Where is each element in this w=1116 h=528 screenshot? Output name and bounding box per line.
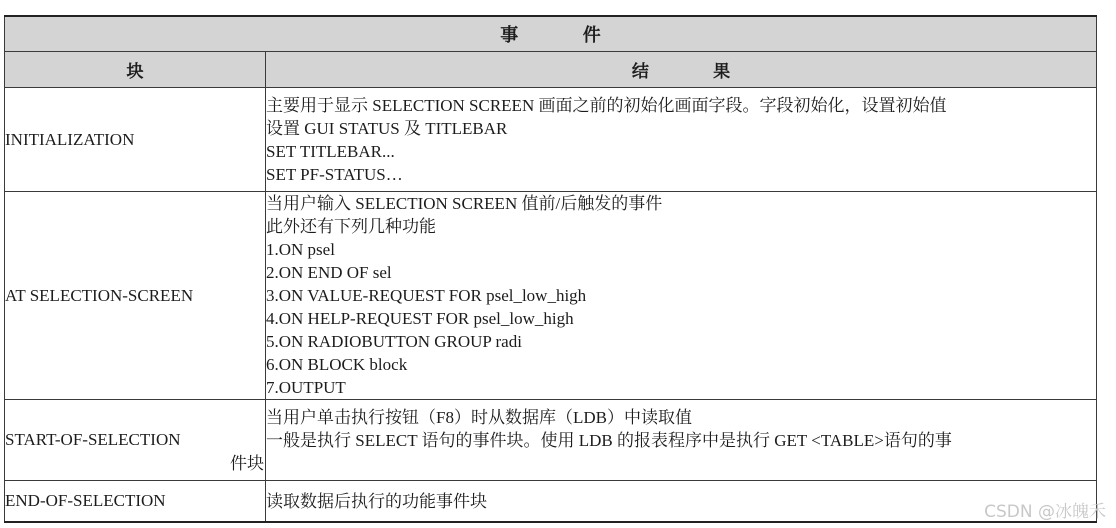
result-line: 7.OUTPUT xyxy=(266,378,346,397)
result-line: 6.ON BLOCK block xyxy=(266,355,408,374)
watermark: CSDN @冰魄禾 xyxy=(984,502,1106,522)
table-row-end-of-selection xyxy=(5,481,1097,523)
result-line: SET PF-STATUS… xyxy=(266,164,403,184)
table-header-row xyxy=(5,52,1097,88)
event-name-cell: START-OF-SELECTION xyxy=(5,400,266,481)
table-row-at-selection-screen xyxy=(5,192,1097,400)
event-name-cell: INITIALIZATION xyxy=(5,88,266,192)
event-result-cell xyxy=(266,88,1097,192)
event-result-cell xyxy=(230,400,1097,481)
result-line: 件块 xyxy=(230,453,264,473)
column-header-result xyxy=(266,52,1097,88)
event-table-container xyxy=(4,15,1096,523)
result-line: 当用户单击执行按钮（F8）时从数据库（LDB）中读取值 xyxy=(266,407,692,427)
result-line: 此外还有下列几种功能 xyxy=(266,217,436,236)
event-table xyxy=(4,15,1097,523)
result-line: 2.ON END OF sel xyxy=(266,263,392,282)
event-result-cell xyxy=(266,481,1097,523)
table-title xyxy=(5,16,1097,52)
result-line: 当用户输入 SELECTION SCREEN 值前/后触发的事件 xyxy=(266,194,663,213)
result-line: 设置 GUI STATUS 及 TITLEBAR xyxy=(266,118,508,138)
column-header-block: 块 xyxy=(5,52,266,88)
result-line: 3.ON VALUE-REQUEST FOR psel_low_high xyxy=(266,286,587,305)
result-line: 1.ON psel xyxy=(266,240,335,259)
result-line: 5.ON RADIOBUTTON GROUP radi xyxy=(266,332,522,351)
top-strip xyxy=(0,0,1116,12)
result-line: 一般是执行 SELECT 语句的事件块。使用 LDB 的报表程序中是执行 GET <TABLE>语句的事 xyxy=(266,430,952,450)
table-row-start-of-selection xyxy=(5,400,1097,481)
result-line: 主要用于显示 SELECTION SCREEN 画面之前的初始化画面字段。字段初始化，设置初始值 xyxy=(266,95,947,115)
table-row-initialization xyxy=(5,88,1097,192)
table-title-row xyxy=(5,16,1097,52)
event-name-cell: AT SELECTION-SCREEN xyxy=(5,192,266,400)
event-name-cell: END-OF-SELECTION xyxy=(5,481,266,523)
result-line: 读取数据后执行的功能事件块 xyxy=(266,491,487,511)
event-result-cell xyxy=(266,192,1097,400)
table-title-text: 事 件 xyxy=(500,25,631,45)
column-header-result-text: 结 果 xyxy=(631,62,761,81)
result-line: SET TITLEBAR... xyxy=(266,141,395,161)
result-line: 4.ON HELP-REQUEST FOR psel_low_high xyxy=(266,309,574,328)
